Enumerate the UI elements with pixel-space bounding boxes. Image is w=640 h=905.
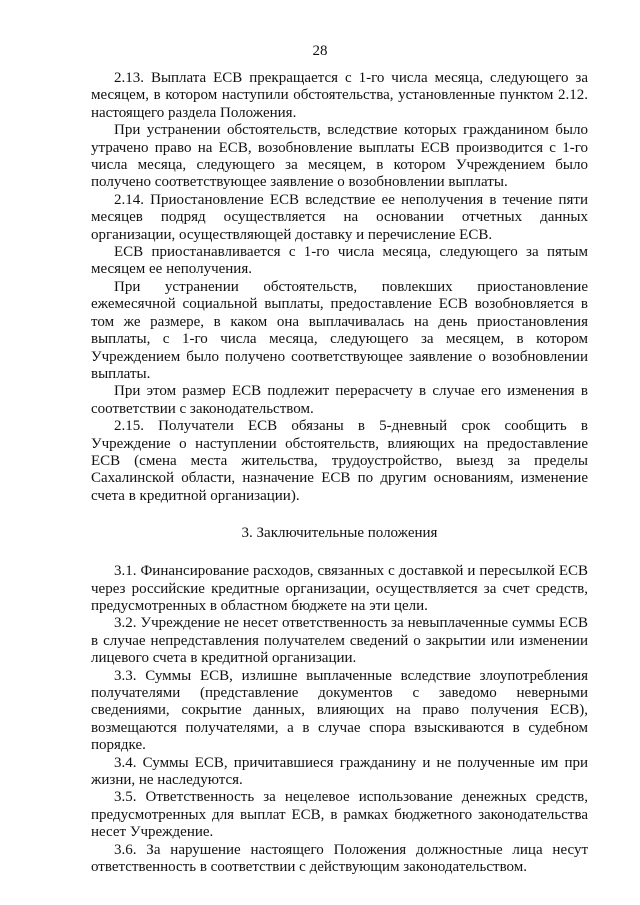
section-3-heading: 3. Заключительные положения <box>241 525 438 542</box>
paragraph-2-15: 2.15. Получатели ЕСВ обязаны в 5-дневный срок сообщить в Учреждение о наступлении обстоятельств, влияющих на предоставление ЕСВ (смена места жительства, трудоустройство, выезд за пределы Сахалинской области, назначение ЕСВ по другим основаниям, изменение счета в кредитной организации). <box>91 418 588 504</box>
paragraph-2-14: 2.14. Приостановление ЕСВ вследствие ее неполучения в течение пяти месяцев подряд осуществляется на основании отчетных данных организации, осуществляющей доставку и перечисление ЕСВ. <box>91 191 588 243</box>
paragraph-3-2: 3.2. Учреждение не несет ответственность за невыплаченные суммы ЕСВ в случае непредставления получателем сведений о закрытии или изменении лицевого счета в кредитной организации. <box>91 615 588 667</box>
section-3-body <box>91 563 588 876</box>
paragraph-2-14-recalculation: При этом размер ЕСВ подлежит перерасчету в случае его изменения в соответствии с законодательством. <box>91 383 588 417</box>
section-2-body <box>91 70 588 505</box>
paragraph-3-4: 3.4. Суммы ЕСВ, причитавшиеся гражданину и не полученные им при жизни, не наследуются. <box>91 754 588 789</box>
paragraph-2-13: 2.13. Выплата ЕСВ прекращается с 1-го числа месяца, следующего за месяцем, в котором наступили обстоятельства, установленные пунктом 2.12. настоящего раздела Положения. <box>91 70 588 121</box>
paragraph-2-13-resumption: При устранении обстоятельств, вследствие которых гражданином было утрачено право на ЕСВ, возобновление выплаты ЕСВ производится с 1-го числа месяца, следующего за месяцем, в котором Учреждением было получено соответствующее заявление о возобновлении выплаты. <box>91 122 588 191</box>
paragraph-3-5: 3.5. Ответственность за нецелевое использование денежных средств, предусмотренных для выплат ЕСВ, в рамках бюджетного законодательства несет Учреждение. <box>91 789 588 841</box>
paragraph-2-14-resumption: При устранении обстоятельств, повлекших приостановление ежемесячной социальной выплаты, предоставление ЕСВ возобновляется в том же размере, в каком она выплачивалась на день приостановления выплаты, с 1-го числа месяца, следующего за месяцем, в котором Учреждением было получено соответствующее заявление о возобновлении выплаты. <box>91 278 588 382</box>
paragraph-3-3: 3.3. Суммы ЕСВ, излишне выплаченные вследствие злоупотребления получателями (представление документов с заведомо неверными сведениями, сокрытие данных, влияющих на право получения ЕСВ), возмещаются получателями, а в случае спора взыскиваются в судебном порядке. <box>91 667 588 754</box>
page-number: 28 <box>312 43 328 59</box>
paragraph-2-14-suspension: ЕСВ приостанавливается с 1-го числа месяца, следующего за пятым месяцем ее неполучения. <box>91 244 588 278</box>
paragraph-3-1: 3.1. Финансирование расходов, связанных с доставкой и пересылкой ЕСВ через российские кредитные организации, осуществляется за счет средств, предусмотренных в областном бюджете на эти цели. <box>91 563 588 614</box>
paragraph-3-6: 3.6. За нарушение настоящего Положения должностные лица несут ответственность в соответствии с действующим законодательством. <box>91 841 588 876</box>
